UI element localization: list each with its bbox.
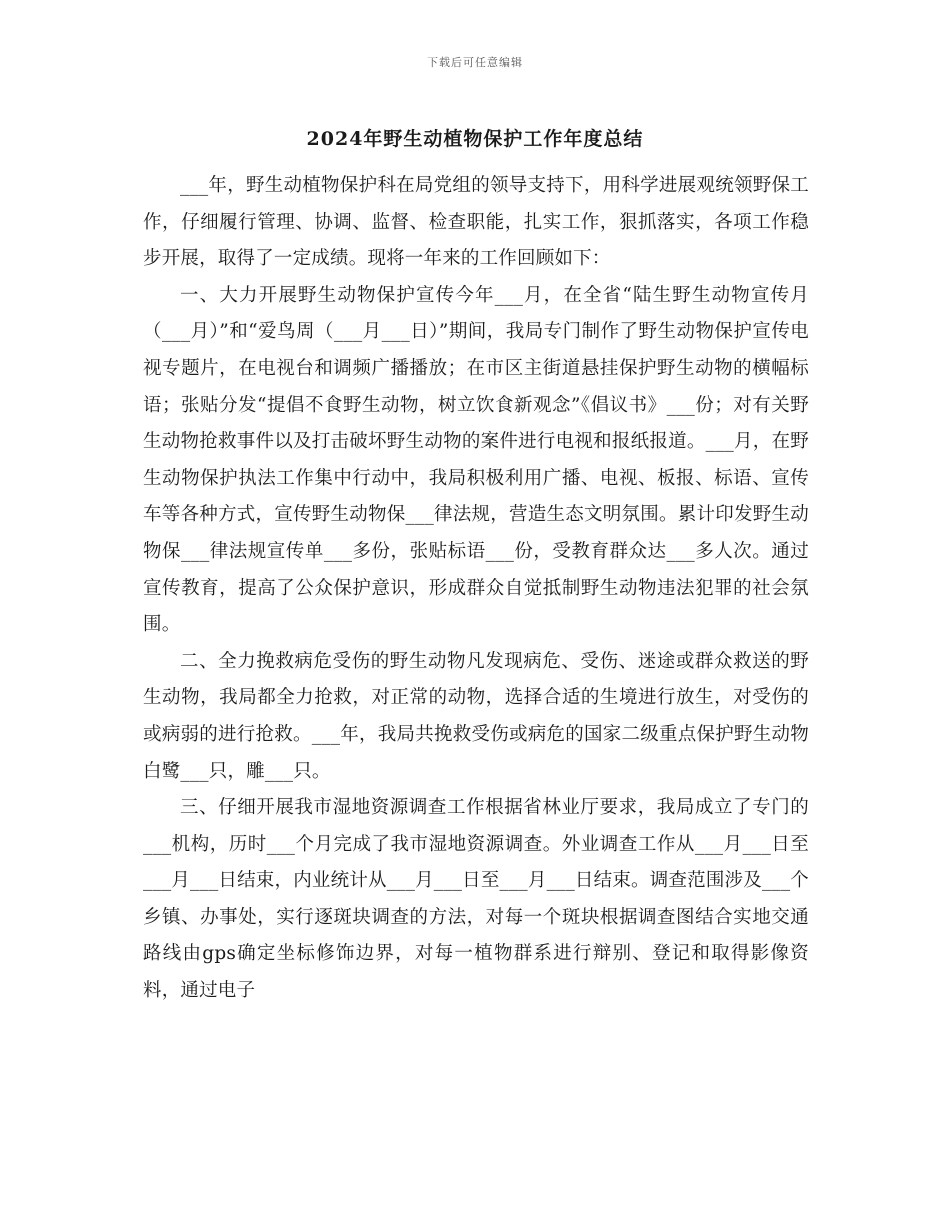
document-title: 2024年野生动植物保护工作年度总结	[306, 128, 644, 150]
paragraph-section-3: 三、仔细开展我市湿地资源调查工作根据省林业厅要求，我局成立了专门的___机构，历时___个月完成了我市湿地资源调查。外业调查工作从___月___日至___月___日结束，内业统计从___月___日至___月___日结束。调查范围涉及___个乡镇、办事处，实行逐斑块调查的方法，对每一个斑块根据调查图结合实地交通路线由gps确定坐标修饰边界，对每一植物群系进行辩别、登记和取得影像资料，通过电子	[143, 797, 809, 1002]
page-header-note: 下载后可任意编辑	[427, 56, 523, 69]
paragraph-section-1: 一、大力开展野生动物保护宣传今年___月，在全省“陆生野生动物宣传月（___月）”和“爱鸟周（___月___日）”期间，我局专门制作了野生动物保护宣传电视专题片，在电视台和调频广播播放；在市区主街道悬挂保护野生动物的横幅标语；张贴分发“提倡不食野生动物，树立饮食新观念”《倡议书》___份；对有关野生动物抢救事件以及打击破坏野生动物的案件进行电视和报纸报道。___月，在野生动物保护执法工作集中行动中，我局积极利用广播、电视、板报、标语、宣传车等各种方式，宣传野生动物保___律法规，营造生态文明氛围。累计印发野生动物保___律法规宣传单___多份，张贴标语___份，受教育群众达___多人次。通过宣传教育，提高了公众保护意识，形成群众自觉抵制野生动物违法犯罪的社会氛围。	[143, 284, 809, 636]
paragraph-intro: ___年，野生动植物保护科在局党组的领导支持下，用科学进展观统领野保工作，仔细履行管理、协调、监督、检查职能，扎实工作，狠抓落实，各项工作稳步开展，取得了一定成绩。现将一年来的工作回顾如下：	[143, 175, 809, 270]
paragraph-section-2: 二、全力挽救病危受伤的野生动物凡发现病危、受伤、迷途或群众救送的野生动物，我局都全力抢救，对正常的动物，选择合适的生境进行放生，对受伤的或病弱的进行抢救。___年，我局共挽救受伤或病危的国家二级重点保护野生动物白鹭___只，雕___只。	[143, 650, 809, 782]
document-body	[143, 168, 809, 1010]
